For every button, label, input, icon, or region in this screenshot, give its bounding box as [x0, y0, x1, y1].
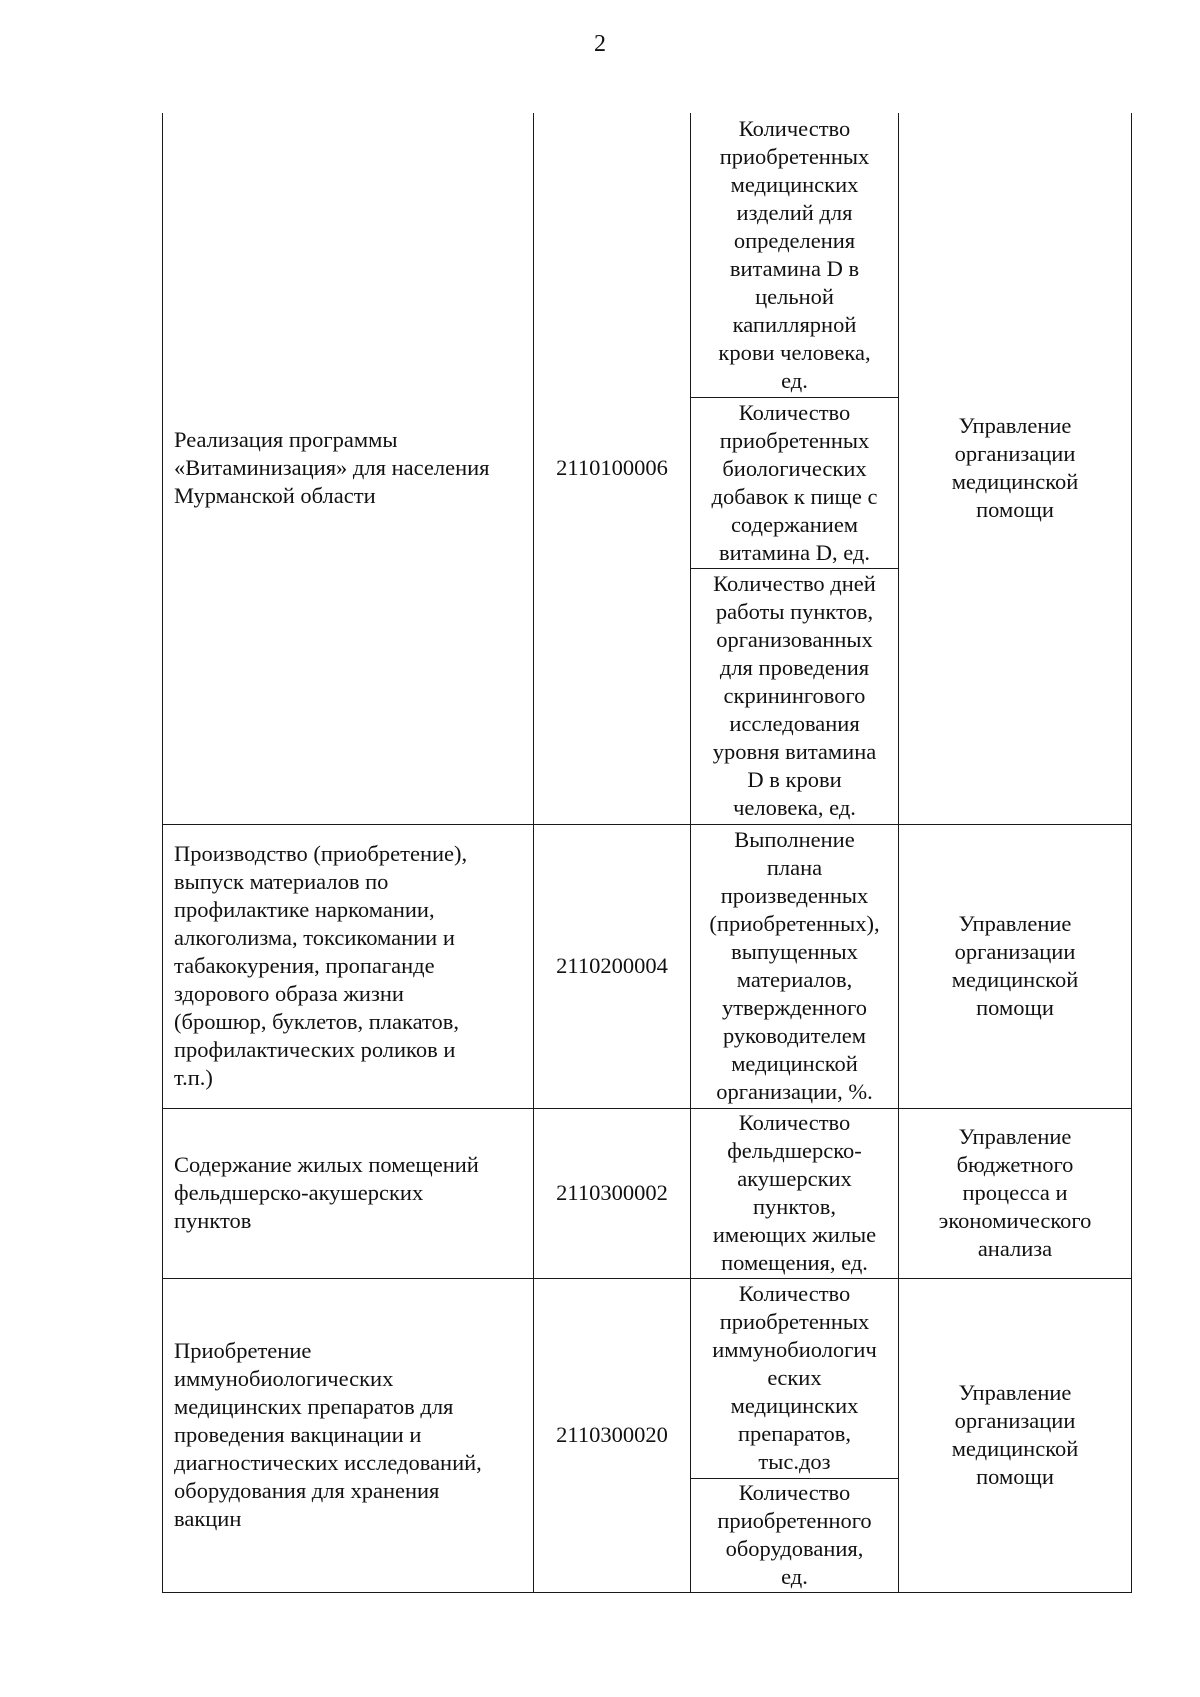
indicator-cell — [691, 1478, 899, 1592]
code-cell — [534, 824, 691, 1108]
indicator-text: Количество приобретенных медицинских изделий для определения витамина D в цельной капиллярной крови человека, ед. — [718, 115, 871, 393]
indicator-cell — [691, 568, 899, 824]
table-row — [163, 113, 1132, 397]
measure-name-cell — [163, 1108, 534, 1278]
indicator-text: Количество фельдшерско- акушерских пунктов, имеющих жилые помещения, ед. — [712, 1110, 877, 1275]
indicator-cell — [691, 824, 899, 1108]
department-cell — [899, 113, 1132, 824]
measure-name-cell — [163, 824, 534, 1108]
indicator-cell — [691, 1108, 899, 1278]
measure-code: 2110300020 — [556, 1422, 668, 1447]
indicator-text: Количество приобретенного оборудования, ед. — [717, 1480, 872, 1589]
code-cell — [534, 1108, 691, 1278]
indicator-cell — [691, 397, 899, 568]
code-cell — [534, 1278, 691, 1592]
measure-code: 2110300002 — [556, 1180, 668, 1205]
measure-code: 2110100006 — [556, 455, 668, 481]
department-text: Управление организации медицинской помощи — [951, 911, 1079, 1020]
measure-name: Приобретение иммунобиологических медицинских препаратов для проведения вакцинации и диагностических исследований, оборудования для хранения вакцин — [174, 1338, 482, 1531]
measure-code: 2110200004 — [556, 953, 668, 978]
measure-name: Реализация программы «Витаминизация» для населения Мурманской области — [174, 427, 490, 509]
indicator-text: Количество приобретенных иммунобиологич eских медицинских препаратов, тыс.доз — [712, 1281, 877, 1474]
page-number: 2 — [594, 31, 606, 57]
department-cell — [899, 824, 1132, 1108]
table-row — [163, 1278, 1132, 1478]
department-text: Управление организации медицинской помощи — [951, 413, 1079, 523]
department-cell — [899, 1278, 1132, 1592]
indicator-cell — [691, 113, 899, 397]
indicator-cell — [691, 1278, 899, 1478]
measure-name: Содержание жилых помещений фельдшерско-акушерских пунктов — [174, 1152, 479, 1233]
table-row — [163, 824, 1132, 1108]
measure-name: Производство (приобретение), выпуск материалов по профилактике наркомании, алкоголизма, токсикомании и табакокурения, пропаганде здорового образа жизни (брошюр, буклетов, плакатов, профилактических роликов и т.п.) — [174, 841, 468, 1090]
measures-table — [162, 113, 1132, 1593]
measure-name-cell — [163, 113, 534, 824]
department-text: Управление организации медицинской помощи — [951, 1380, 1079, 1489]
department-cell — [899, 1108, 1132, 1278]
table-row — [163, 1108, 1132, 1278]
indicator-text: Выполнение плана произведенных (приобретенных), выпущенных материалов, утвержденного руководителем медицинской организации, %. — [709, 827, 880, 1104]
measure-name-cell — [163, 1278, 534, 1592]
code-cell — [534, 113, 691, 824]
indicator-text: Количество дней работы пунктов, организованных для проведения скринингового исследования уровня витамина D в крови человека, ед. — [712, 571, 877, 820]
department-text: Управление бюджетного процесса и экономического анализа — [938, 1124, 1092, 1261]
indicator-text: Количество приобретенных биологических добавок к пище с содержанием витамина D, ед. — [711, 399, 878, 565]
